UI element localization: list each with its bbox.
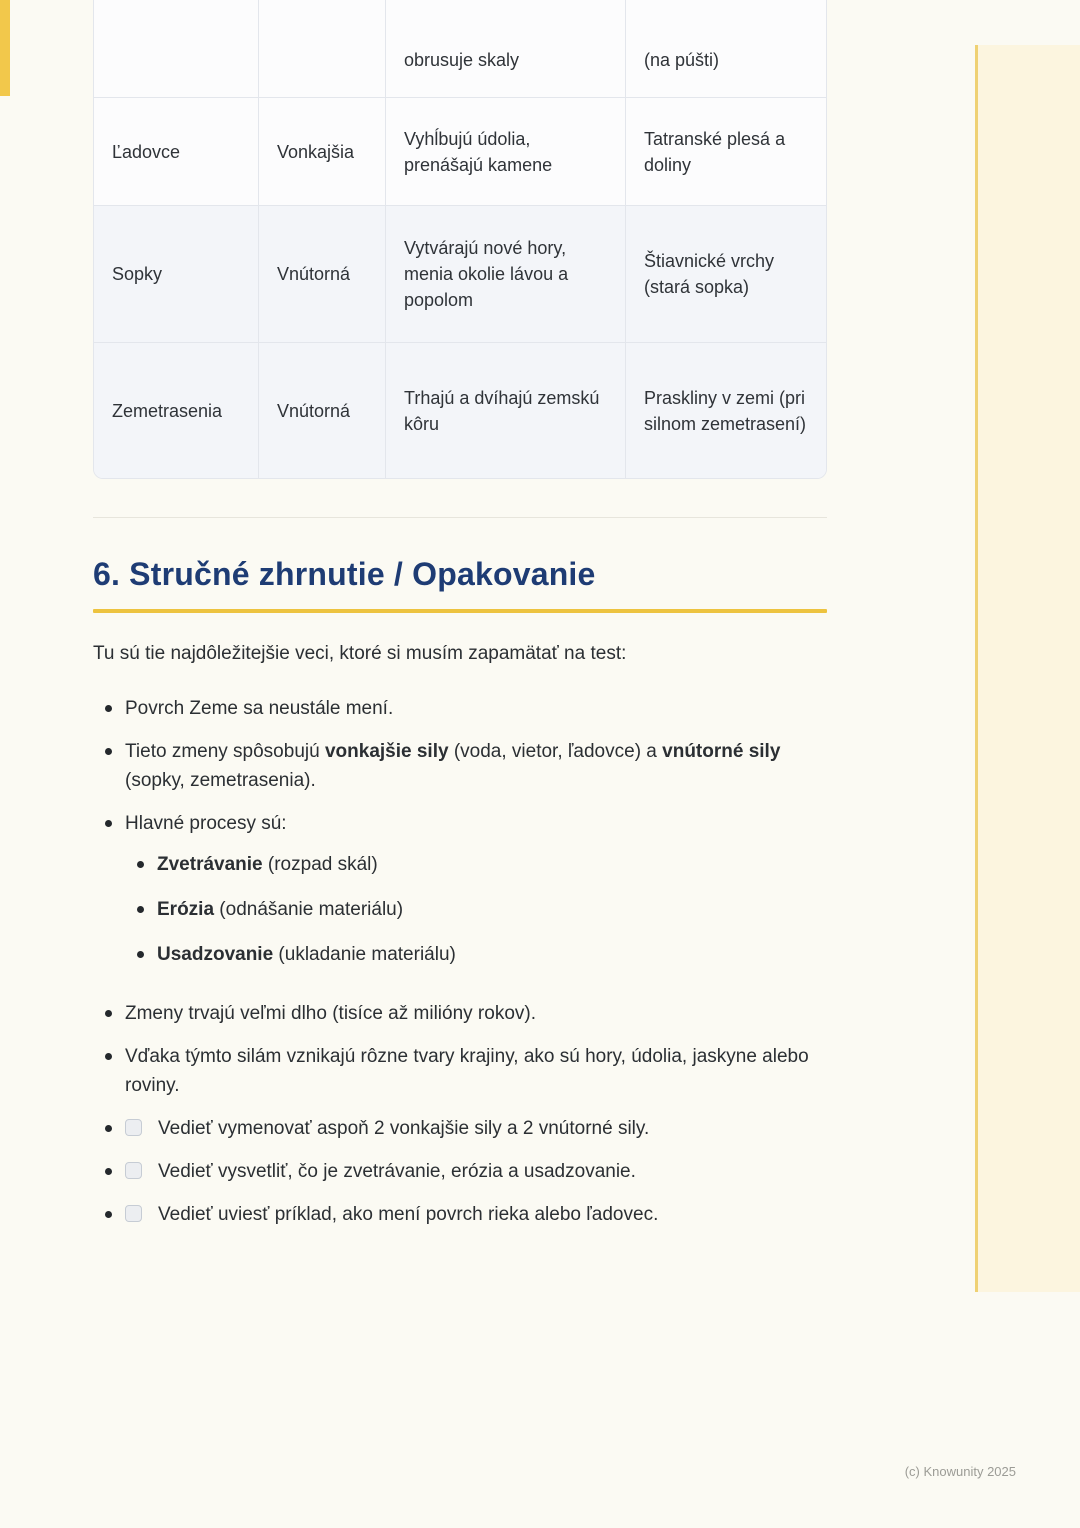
- list-item: [93, 694, 827, 723]
- footer-copyright: (c) Knowunity 2025: [904, 1464, 1016, 1479]
- bullet-icon: [105, 705, 112, 712]
- right-margin-line: [975, 45, 978, 1292]
- table-row: [94, 343, 827, 478]
- checklist-item-text: Vedieť vymenovať aspoň 2 vonkajšie sily a 2 vnútorné sily.: [158, 1118, 650, 1139]
- checklist-item-text: Vedieť uviesť príklad, ako mení povrch rieka alebo ľadovec.: [158, 1204, 659, 1225]
- list-item-text: Tieto zmeny spôsobujú vonkajšie sily (voda, vietor, ľadovce) a vnútorné sily (sopky, zemetrasenia).: [125, 741, 781, 791]
- bullet-icon: [105, 1211, 112, 1218]
- cell-effect: Vyhĺbujú údolia, prenášajú kamene: [386, 98, 626, 206]
- left-accent-strip: [0, 0, 10, 96]
- section-divider: [93, 517, 827, 518]
- section-heading: 6. Stručné zhrnutie / Opakovanie: [93, 556, 596, 592]
- checkbox[interactable]: [125, 1119, 142, 1136]
- checklist-item: [93, 1114, 827, 1143]
- summary-list: [93, 694, 827, 1229]
- bullet-icon: [105, 1125, 112, 1132]
- document-content: [93, 0, 827, 1243]
- forces-table: [93, 0, 827, 479]
- table-row: [94, 98, 827, 206]
- process-sublist: [125, 850, 827, 969]
- bullet-icon: [137, 906, 144, 913]
- cell-example: (na púšti): [626, 0, 827, 98]
- cell-force: [94, 0, 259, 98]
- cell-effect: Vytvárajú nové hory, menia okolie lávou a popolom: [386, 206, 626, 343]
- cell-effect: Trhajú a dvíhajú zemskú kôru: [386, 343, 626, 478]
- list-item: [125, 850, 827, 879]
- cell-example: Praskliny v zemi (pri silnom zemetrasení): [626, 343, 827, 478]
- list-item-text: Zvetrávanie (rozpad skál): [157, 854, 378, 875]
- checklist-item: [93, 1200, 827, 1229]
- list-item: [93, 737, 827, 795]
- intro-text: Tu sú tie najdôležitejšie veci, ktoré si musím zapamätať na test:: [93, 643, 627, 664]
- list-item-text: Povrch Zeme sa neustále mení.: [125, 698, 394, 719]
- cell-type: Vnútorná: [259, 206, 386, 343]
- bullet-icon: [137, 861, 144, 868]
- bullet-icon: [105, 1053, 112, 1060]
- cell-example: Tatranské plesá a doliny: [626, 98, 827, 206]
- list-item-text: Zmeny trvajú veľmi dlho (tisíce až milióny rokov).: [125, 1003, 536, 1024]
- heading-underline: [93, 609, 827, 613]
- checkbox[interactable]: [125, 1205, 142, 1222]
- cell-force: Ľadovce: [94, 98, 259, 206]
- bullet-icon: [105, 820, 112, 827]
- cell-example: Štiavnické vrchy (stará sopka): [626, 206, 827, 343]
- list-item: [93, 999, 827, 1028]
- bullet-icon: [105, 1168, 112, 1175]
- list-item: [93, 809, 827, 985]
- cell-type: [259, 0, 386, 98]
- bullet-icon: [105, 748, 112, 755]
- list-item: [125, 940, 827, 969]
- cell-force: Sopky: [94, 206, 259, 343]
- list-item: [125, 895, 827, 924]
- list-item-text: Hlavné procesy sú: Zvetrávanie (rozpad skál) Erózia (odnášanie materiálu) Usadzovanie (ukladanie materiálu): [125, 809, 827, 985]
- cell-type: Vnútorná: [259, 343, 386, 478]
- cell-type: Vonkajšia: [259, 98, 386, 206]
- checklist-item: [93, 1157, 827, 1186]
- checklist-item-text: Vedieť vysvetliť, čo je zvetrávanie, erózia a usadzovanie.: [158, 1161, 636, 1182]
- list-item-text: Vďaka týmto silám vznikajú rôzne tvary krajiny, ako sú hory, údolia, jaskyne alebo roviny.: [125, 1046, 809, 1096]
- bullet-icon: [137, 951, 144, 958]
- right-margin-panel: [978, 45, 1080, 1292]
- cell-effect: obrusuje skaly: [386, 0, 626, 98]
- table-row: [94, 206, 827, 343]
- list-item-text: Erózia (odnášanie materiálu): [157, 899, 404, 920]
- cell-force: Zemetrasenia: [94, 343, 259, 478]
- bullet-icon: [105, 1010, 112, 1017]
- checkbox[interactable]: [125, 1162, 142, 1179]
- table-row: [94, 0, 827, 98]
- list-item-text: Usadzovanie (ukladanie materiálu): [157, 944, 456, 965]
- list-item: [93, 1042, 827, 1100]
